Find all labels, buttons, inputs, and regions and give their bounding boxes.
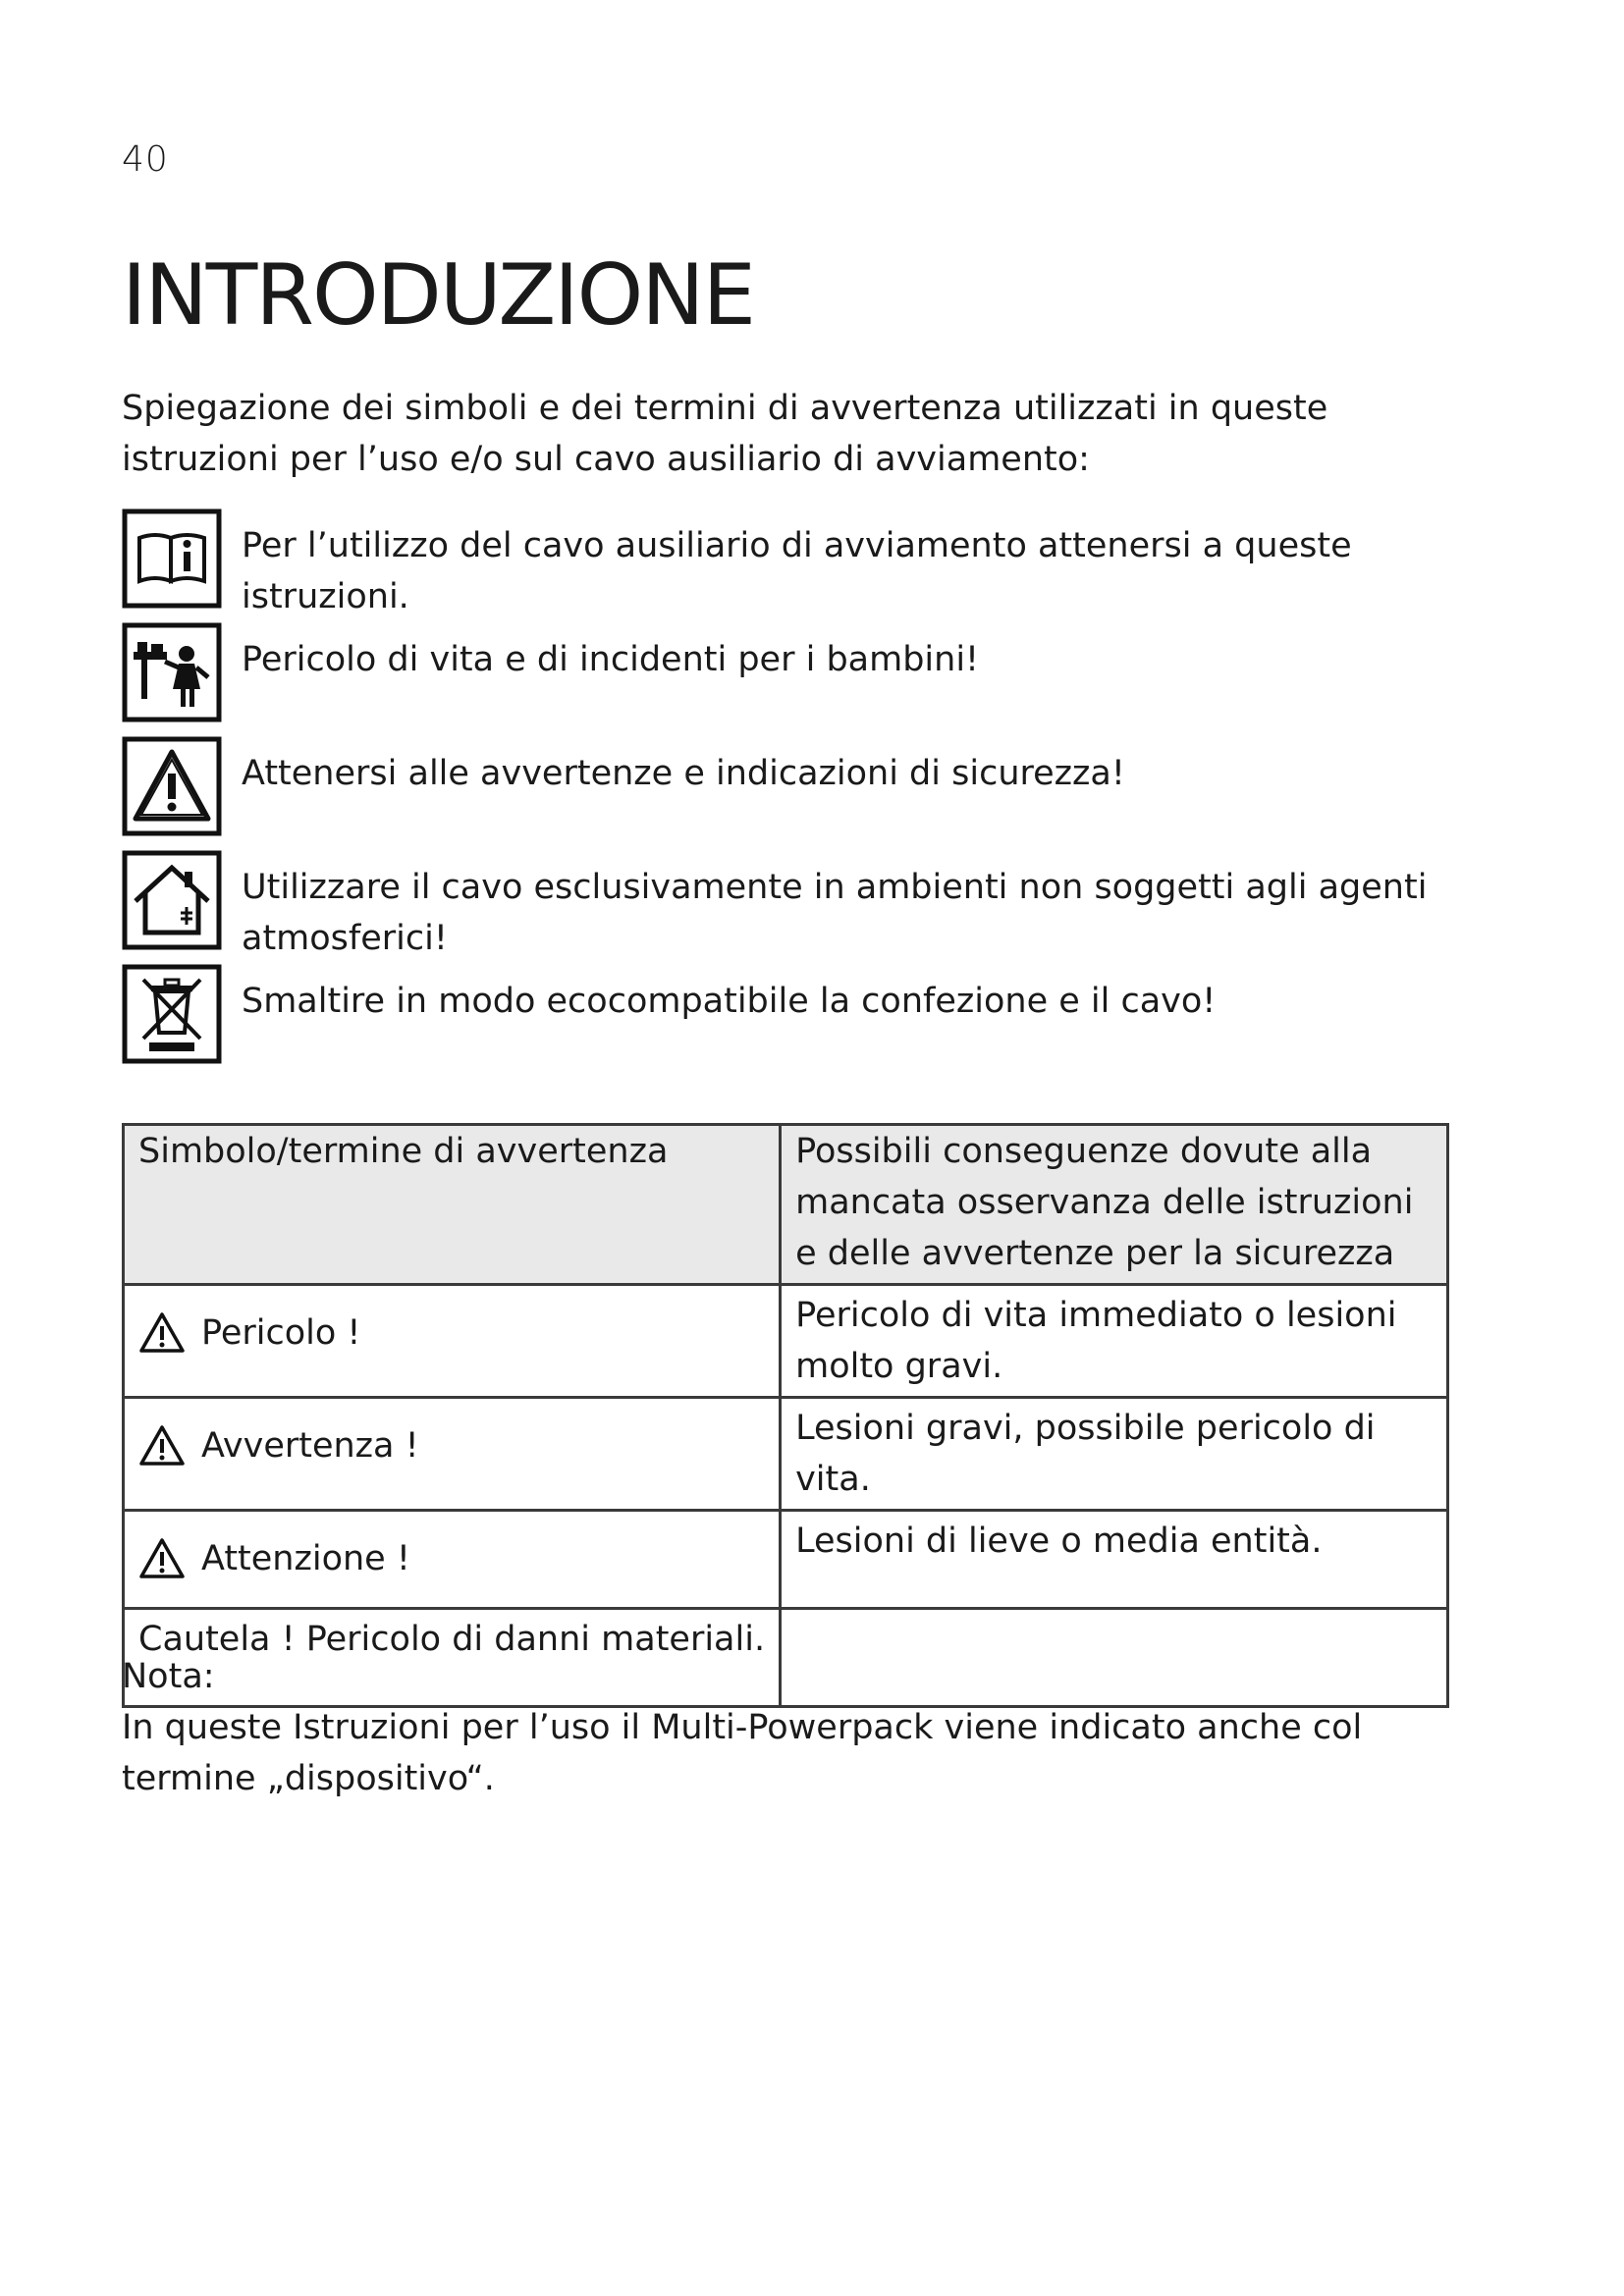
- child-danger-icon: [122, 622, 222, 722]
- note-label: Nota:: [122, 1657, 215, 1696]
- warning-triangle-icon: [138, 1311, 186, 1355]
- table-row: [124, 1398, 1448, 1511]
- symbol-text: Per l’utilizzo del cavo ausiliario di avviamento attenersi a queste istruzioni.: [242, 526, 1352, 616]
- table-row: [124, 1285, 1448, 1398]
- warning-triangle-icon: [122, 736, 222, 836]
- caution-empty-cell: [781, 1609, 1448, 1707]
- caution-text: Cautela ! Pericolo di danni materiali.: [138, 1620, 766, 1659]
- symbol-text: Attenersi alle avvertenze e indicazioni di sicurezza!: [242, 754, 1125, 793]
- consequence-cell: Lesioni gravi, possibile pericolo di vita.: [781, 1398, 1448, 1511]
- table-row-caution: [124, 1609, 1448, 1707]
- intro-paragraph: Spiegazione dei simboli e dei termini di avvertenza utilizzati in queste istruzioni per l’uso e/o sul cavo ausiliario di avviamento:: [122, 389, 1328, 479]
- page-title: INTRODUZIONE: [122, 246, 754, 345]
- symbol-text: Utilizzare il cavo esclusivamente in ambienti non soggetti agli agenti atmosferici!: [242, 868, 1428, 958]
- term-label: Avvertenza !: [201, 1426, 419, 1466]
- table-header-row: [124, 1125, 1448, 1285]
- warning-triangle-icon: [138, 1424, 186, 1468]
- header-symbol-term: Simbolo/termine di avvertenza: [124, 1125, 781, 1285]
- symbol-text: Smaltire in modo ecocompatibile la confezione e il cavo!: [242, 982, 1217, 1021]
- consequence-cell: Lesioni di lieve o media entità.: [781, 1511, 1448, 1609]
- note-text: In queste Istruzioni per l’uso il Multi-Powerpack viene indicato anche col termine „dispositivo“.: [122, 1708, 1363, 1798]
- crossed-bin-icon: [122, 964, 222, 1064]
- table-row: [124, 1511, 1448, 1609]
- page-number: 40: [122, 139, 169, 180]
- symbol-row-disposal: [122, 964, 1496, 1064]
- header-consequences: Possibili conseguenze dovute alla mancata osservanza delle istruzioni e delle avvertenze per la sicurezza: [781, 1125, 1448, 1285]
- symbol-row-indoor: [122, 850, 1496, 958]
- indoor-house-icon: [122, 850, 222, 950]
- warning-terms-table: [122, 1123, 1449, 1708]
- term-label: Pericolo !: [201, 1313, 361, 1353]
- warning-triangle-icon: [138, 1537, 186, 1580]
- symbol-row-warning: [122, 736, 1496, 836]
- symbol-text: Pericolo di vita e di incidenti per i bambini!: [242, 640, 980, 679]
- symbol-row-child: [122, 622, 1496, 722]
- symbol-row-manual: [122, 508, 1496, 616]
- manual-info-icon: [122, 508, 222, 609]
- consequence-cell: Pericolo di vita immediato o lesioni molto gravi.: [781, 1285, 1448, 1398]
- term-label: Attenzione !: [201, 1539, 410, 1578]
